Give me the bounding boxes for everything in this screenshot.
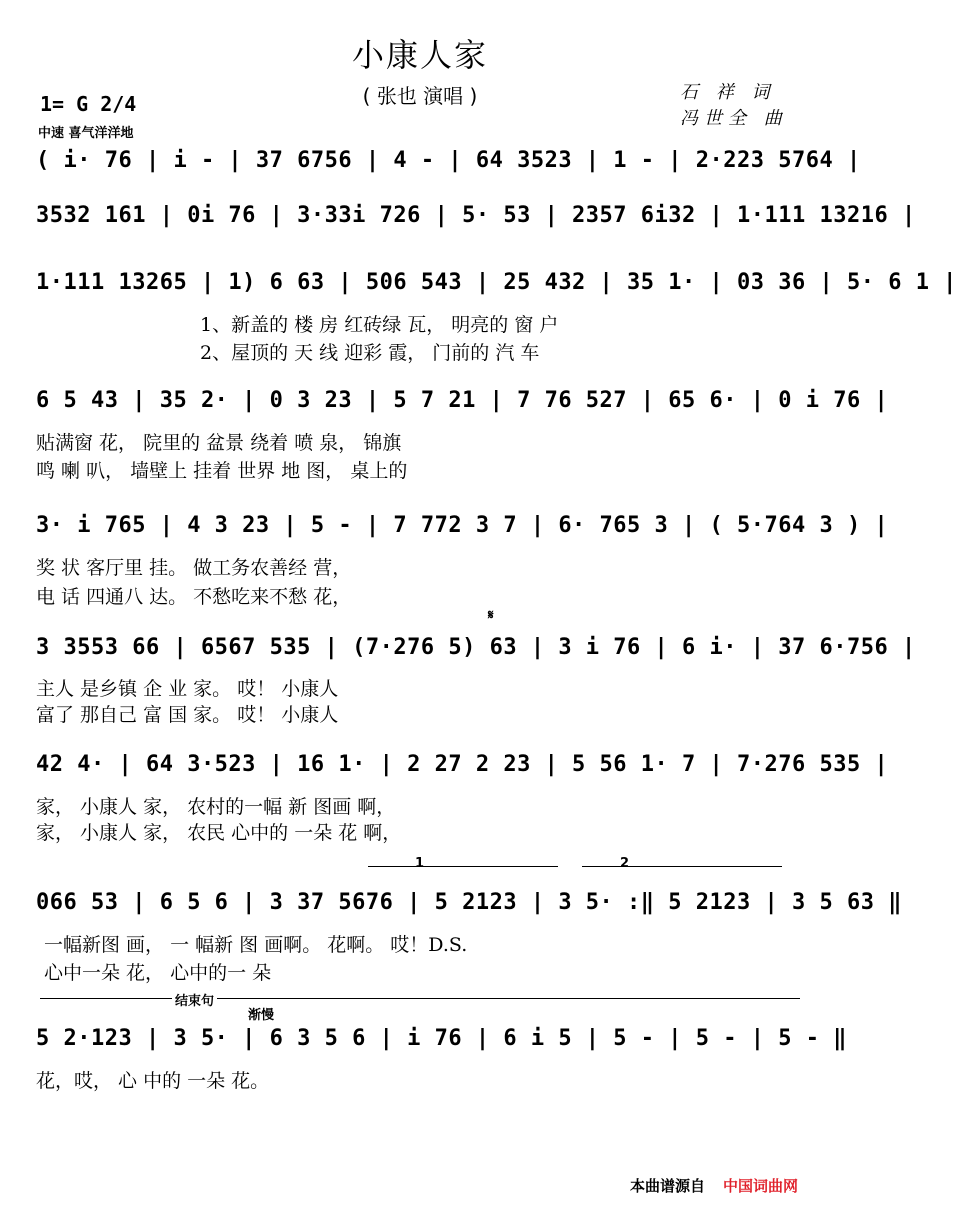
page-title: 小康人家 (351, 36, 488, 74)
ritardando-label: 渐慢 (248, 1008, 275, 1023)
notation-row-1: ( i· 76 | i - | 37 6756 | 4 - | 64 3523 | 1 - | 2·223 5764 | (36, 148, 861, 173)
lyric-row-5-verse-1: 奖 状 客厅里 挂。 做工务农善经 营， (36, 557, 352, 579)
notation-row-9: 5 2·123 | 3 5· | 6 3 5 6 | i 76 | 6 i 5 | 5 - | 5 - | 5 - ‖ (36, 1026, 847, 1051)
tempo-marking: 中速 喜气洋洋地 (38, 126, 134, 141)
lyric-row-7-verse-1: 家， 小康人 家， 农村的一幅 新 图画 啊， (36, 796, 396, 818)
composer-credit: 冯世全 曲 (680, 108, 788, 129)
lyric-row-4-verse-2: 鸣 喇 叭， 墙壁上 挂着 世界 地 图， 桌上的 (36, 460, 408, 482)
lyric-row-8-verse-2: 心中一朵 花， 心中的一 朵 (44, 962, 272, 984)
lyric-row-6-verse-1: 主人 是乡镇 企 业 家。 哎！ 小康人 (36, 678, 339, 700)
notation-row-7: 42 4· | 64 3·523 | 16 1· | 2 27 2 23 | 5 56 1· 7 | 7·276 535 | (36, 752, 889, 777)
lyric-row-3-verse-1: 1、新盖的 楼 房 红砖绿 瓦， 明亮的 窗 户 (200, 314, 559, 336)
segno-mark: 𝄋 (488, 608, 494, 623)
notation-row-8: 066 53 | 6 5 6 | 3 37 5676 | 5 2123 | 3 5· :‖ 5 2123 | 3 5 63 ‖ (36, 890, 902, 915)
footer-site-link[interactable]: 中国词曲网 (723, 1177, 799, 1195)
notation-row-4: 6 5 43 | 35 2· | 0 3 23 | 5 7 21 | 7 76 527 | 65 6· | 0 i 76 | (36, 388, 889, 413)
first-ending-bracket (368, 866, 558, 867)
lyric-row-7-verse-2: 家， 小康人 家， 农民 心中的 一朵 花 啊， (36, 822, 402, 844)
performer-subtitle: ( 张也 演唱 ) (362, 84, 478, 108)
notation-row-5: 3· i 765 | 4 3 23 | 5 - | 7 772 3 7 | 6· 765 3 | ( 5·764 3 ) | (36, 513, 889, 538)
lyricist-credit: 石 祥 词 (680, 82, 776, 103)
lyric-row-4-verse-1: 贴满窗 花， 院里的 盆景 绕着 喷 泉， 锦旗 (36, 432, 402, 454)
notation-row-3: 1·111 13265 | 1) 6 63 | 506 543 | 25 432 | 35 1· | 03 36 | 5· 6 1 | (36, 270, 957, 295)
coda-dashed-line (40, 998, 800, 999)
notation-row-2: 3532 161 | 0i 76 | 3·33i 726 | 5· 53 | 2357 6i32 | 1·111 13216 | (36, 203, 916, 228)
lyric-row-3-verse-2: 2、屋顶的 天 线 迎彩 霞， 门前的 汽 车 (200, 342, 540, 364)
lyric-row-6-verse-2: 富了 那自己 富 国 家。 哎！ 小康人 (36, 704, 339, 726)
footer-source-text: 本曲谱源自 (630, 1177, 706, 1195)
lyric-row-9: 花，哎， 心 中的 一朵 花。 (36, 1070, 270, 1092)
second-ending-number: 2 (620, 856, 630, 871)
lyric-row-5-verse-2: 电 话 四通八 达。 不愁吃来不愁 花， (36, 586, 352, 608)
second-ending-bracket (582, 866, 782, 867)
notation-row-6: 3 3553 66 | 6567 535 | (7·276 5) 63 | 3 i 76 | 6 i· | 37 6·756 | (36, 635, 916, 660)
footer-source (630, 1175, 798, 1196)
key-signature: 1= G 2/4 (40, 92, 137, 116)
coda-label: 结束句 (172, 990, 217, 1009)
first-ending-number: 1 (415, 856, 425, 871)
lyric-row-8-verse-1: 一幅新图 画， 一 幅新 图 画啊。 花啊。 哎！D.S. (44, 934, 468, 956)
